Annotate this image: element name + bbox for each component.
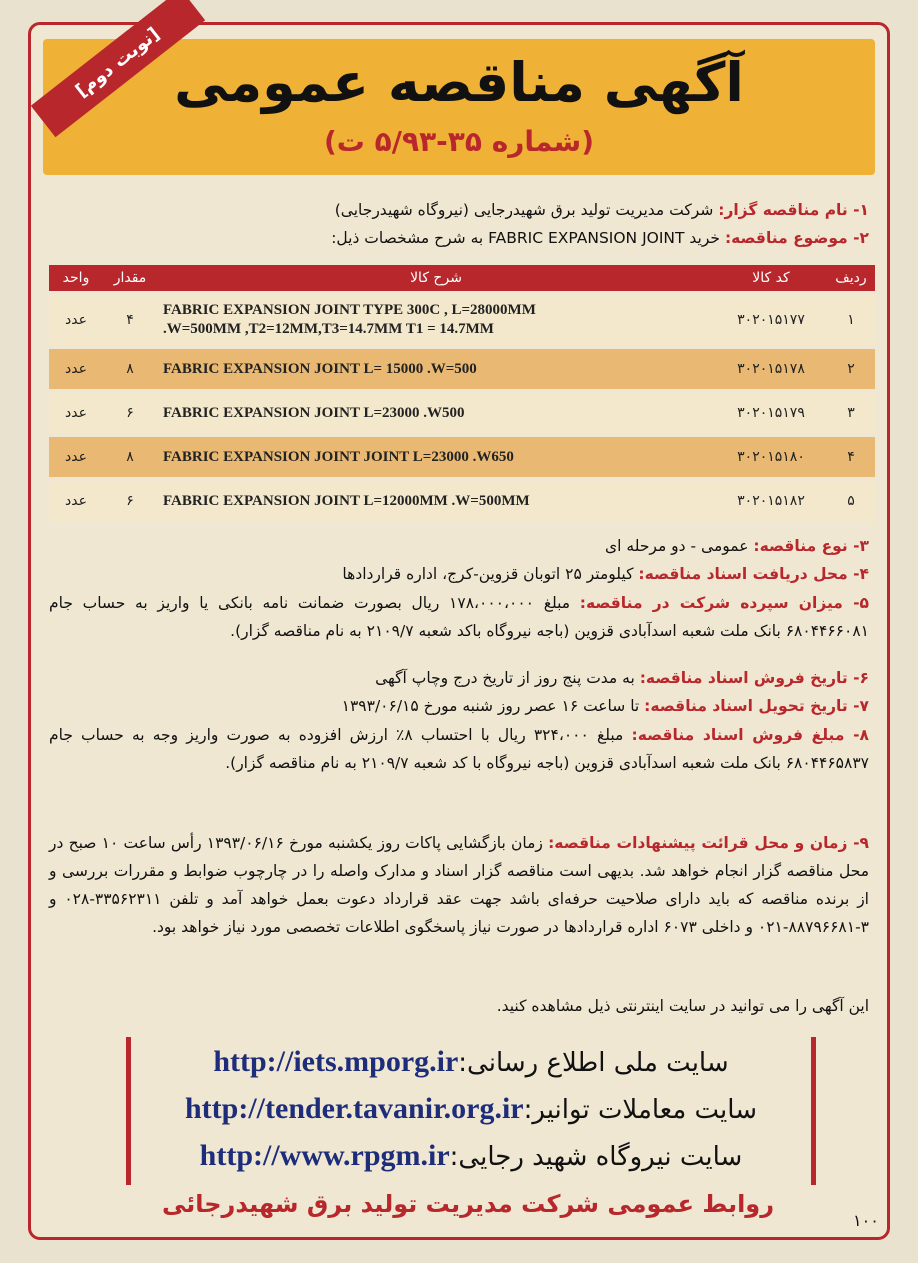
deposit-paragraph bbox=[49, 589, 869, 645]
item-code: ۳۰۲۰۱۵۱۷۷ bbox=[715, 295, 827, 345]
site-national-label: سایت ملی اطلاع رسانی: bbox=[458, 1048, 729, 1078]
item-description: FABRIC EXPANSION JOINT L= 15000 .W=500 bbox=[157, 349, 715, 389]
tenderer-value: شرکت مدیریت تولید برق شهیدرجایی (نیروگاه شهیدرجایی) bbox=[334, 201, 714, 219]
opening-value: زمان بازگشایی پاکات روز یکشنبه مورخ ۱۳۹۳/۰۶/۱۶ رأس ساعت ۱۰ صبح در محل مناقصه گزار انجام خواهد شد. بدیهی است مناقصه گزار اسناد و مدارک واصله را در چارچوب ضوابط و مقررات بررسی و از برنده مناقصه که باید دارای صلاحیت حرفه‌ای باشد جهت عقد قرارداد دعوت بعمل خواهد آمد و تلفن ۳۳۵۶۲۳۱۱-۰۲۸ و ۳-۸۸۷۹۶۶۸۱-۰۲۱ و داخلی ۶۰۷۳ اداره قراردادها در صورت نیاز پاسخگوی اطلاعات تخصصی مورد نیاز خواهد بود. bbox=[49, 834, 869, 936]
item-description: FABRIC EXPANSION JOINT L=23000 .W500 bbox=[157, 393, 715, 433]
item-code: ۳۰۲۰۱۵۱۷۸ bbox=[715, 349, 827, 389]
table-row bbox=[49, 437, 875, 477]
row-number: ۳ bbox=[827, 393, 875, 433]
header-quantity: مقدار bbox=[103, 265, 157, 291]
item-unit: عدد bbox=[49, 393, 103, 433]
tender-type-value: عمومی - دو مرحله ای bbox=[605, 537, 749, 555]
item-quantity: ۸ bbox=[103, 349, 157, 389]
notice-frame bbox=[28, 22, 890, 1240]
site-national bbox=[131, 1041, 811, 1084]
header-unit: واحد bbox=[49, 265, 103, 291]
sale-price-paragraph bbox=[49, 721, 869, 777]
site-rajaei bbox=[131, 1135, 811, 1178]
item-quantity: ۶ bbox=[103, 481, 157, 521]
item-code: ۳۰۲۰۱۵۱۸۲ bbox=[715, 481, 827, 521]
header-item-code: کد کالا bbox=[715, 265, 827, 291]
items-table bbox=[49, 261, 875, 525]
item-description: FABRIC EXPANSION JOINT JOINT L=23000 .W650 bbox=[157, 437, 715, 477]
row-number: ۴ bbox=[827, 437, 875, 477]
row-number: ۵ bbox=[827, 481, 875, 521]
tender-type-label: ۳- نوع مناقصه: bbox=[753, 537, 869, 555]
website-note: این آگهی را می توانید در سایت اینترنتی ذیل مشاهده کنید. bbox=[496, 997, 869, 1015]
header-description: شرح کالا bbox=[157, 265, 715, 291]
second-publication-ribbon: [نوبت دوم] bbox=[31, 0, 205, 137]
notice-title: آگهی مناقصه عمومی bbox=[174, 51, 744, 114]
tenderer-line bbox=[49, 201, 869, 219]
item-unit: عدد bbox=[49, 295, 103, 345]
item-unit: عدد bbox=[49, 349, 103, 389]
opening-paragraph bbox=[49, 829, 869, 941]
item-code: ۳۰۲۰۱۵۱۸۰ bbox=[715, 437, 827, 477]
sale-date-value: به مدت پنج روز از تاریخ درج وچاپ آگهی bbox=[375, 669, 635, 687]
subject-value: خرید FABRIC EXPANSION JOINT به شرح مشخصات ذیل: bbox=[331, 229, 720, 247]
sale-date-line bbox=[49, 669, 869, 687]
deposit-label: ۵- میزان سپرده شرکت در مناقصه: bbox=[579, 594, 869, 612]
sale-price-label: ۸- مبلغ فروش اسناد مناقصه: bbox=[631, 726, 869, 744]
table-row bbox=[49, 393, 875, 433]
table-row bbox=[49, 349, 875, 389]
site-tavanir-url[interactable]: http://tender.tavanir.org.ir bbox=[185, 1092, 524, 1125]
page-number: ۱۰۰ bbox=[853, 1211, 879, 1230]
item-unit: عدد bbox=[49, 481, 103, 521]
item-quantity: ۶ bbox=[103, 393, 157, 433]
subject-line bbox=[49, 229, 869, 247]
item-description: FABRIC EXPANSION JOINT L=12000MM .W=500MM bbox=[157, 481, 715, 521]
site-rajaei-url[interactable]: http://www.rpgm.ir bbox=[199, 1139, 450, 1172]
tender-type-line bbox=[49, 537, 869, 555]
items-table-header bbox=[49, 265, 875, 291]
table-row bbox=[49, 295, 875, 345]
delivery-date-line bbox=[49, 697, 869, 715]
site-national-url[interactable]: http://iets.mporg.ir bbox=[213, 1045, 459, 1078]
subject-label: ۲- موضوع مناقصه: bbox=[724, 229, 869, 247]
documents-location-line bbox=[49, 565, 869, 583]
header-row-number: ردیف bbox=[827, 265, 875, 291]
delivery-date-value: تا ساعت ۱۶ عصر روز شنبه مورخ ۱۳۹۳/۰۶/۱۵ bbox=[341, 697, 640, 715]
sale-price-value: مبلغ ۳۲۴،۰۰۰ ریال با احتساب ۸٪ ارزش افزوده به صورت واریز وجه به حساب جام ۶۸۰۴۴۶۵۸۳۷ بانک ملت شعبه اسدآبادی قزوین (باجه نیروگاه با کد شعبه ۲۱۰۹/۷ به نام مناقصه گزار). bbox=[49, 726, 869, 772]
documents-location-label: ۴- محل دریافت اسناد مناقصه: bbox=[638, 565, 869, 583]
title-banner bbox=[43, 39, 875, 175]
row-number: ۱ bbox=[827, 295, 875, 345]
tenderer-label: ۱- نام مناقصه گزار: bbox=[718, 201, 869, 219]
deposit-value: مبلغ ۱۷۸،۰۰۰،۰۰۰ ریال بصورت ضمانت نامه بانکی یا واریز به حساب جام ۶۸۰۴۴۶۶۰۸۱ بانک ملت شعبه اسدآبادی قزوین (باجه نیروگاه باکد شعبه ۲۱۰۹/۷ به نام مناقصه گزار). bbox=[49, 594, 869, 640]
opening-label: ۹- زمان و محل قرائت پیشنهادات مناقصه: bbox=[548, 834, 870, 852]
row-number: ۲ bbox=[827, 349, 875, 389]
item-quantity: ۸ bbox=[103, 437, 157, 477]
site-rajaei-label: سایت نیروگاه شهید رجایی: bbox=[449, 1142, 743, 1172]
item-unit: عدد bbox=[49, 437, 103, 477]
delivery-date-label: ۷- تاریخ تحویل اسناد مناقصه: bbox=[644, 697, 869, 715]
websites-box bbox=[126, 1037, 816, 1185]
site-tavanir-label: سایت معاملات توانیر: bbox=[523, 1095, 757, 1125]
item-code: ۳۰۲۰۱۵۱۷۹ bbox=[715, 393, 827, 433]
documents-location-value: کیلومتر ۲۵ اتوبان قزوین-کرج، اداره قراردادها bbox=[342, 565, 634, 583]
table-row bbox=[49, 481, 875, 521]
notice-number: (شماره ۳۵-۵/۹۳ ت) bbox=[323, 125, 594, 158]
item-quantity: ۴ bbox=[103, 295, 157, 345]
public-relations-footer: روابط عمومی شرکت مدیریت تولید برق شهیدرجائی bbox=[161, 1190, 775, 1218]
site-tavanir bbox=[131, 1088, 811, 1131]
sale-date-label: ۶- تاریخ فروش اسناد مناقصه: bbox=[639, 669, 869, 687]
item-description: FABRIC EXPANSION JOINT TYPE 300C , L=28000MM .W=500MM ,T2=12MM,T3=14.7MM T1 = 14.7MM bbox=[157, 295, 715, 345]
